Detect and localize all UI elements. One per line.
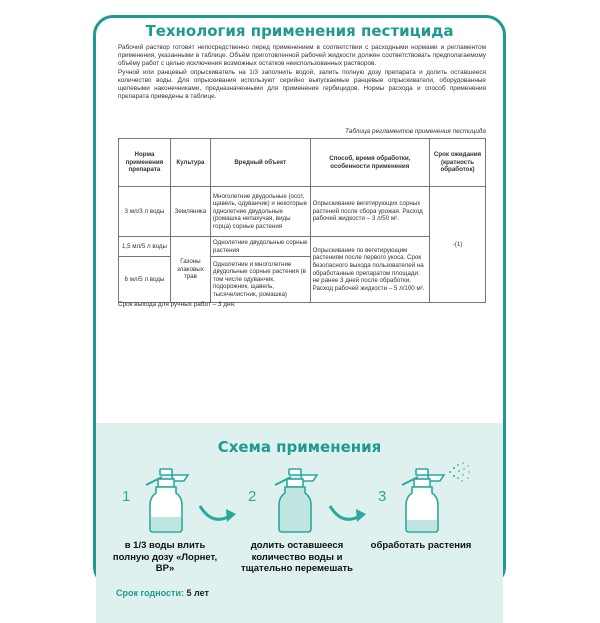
header-cell: Норма применения препарата [119,139,171,187]
paragraph: Ручной или ранцевый опрыскиватель на 1/3 заполнить водой, залить полную дозу препарата и долить оставшееся количество воды. Для опрыскивания используют серийно выпускаемые ранцевые опрыскиватели, оборудованные щелевыми наконечниками, предназначенными для применения гербицидов. Нормы расхода и способ применения препарата приведены в таблице. [118,68,486,101]
instructions-text [118,44,486,101]
step-number: 3 [378,488,387,505]
step-caption: обработать растения [370,540,472,551]
sprayer-bottle-icon [140,465,200,535]
page-title: Технология применения пестицида [145,22,454,40]
header-cell: Вредный объект [210,139,310,187]
culture-cell: Земляника [170,187,210,237]
pest-cell: Однолетние и многолетние двудольные сорные растения (в том числе одуванчик, подорожник, щавель, тысячелистник, ромашка) [210,257,310,303]
header-cell: Культура [170,139,210,187]
step-number: 1 [122,488,131,505]
step-caption: в 1/3 воды влить полную дозу «Лорнет, ВР» [112,540,218,574]
scheme-title: Схема применения [217,438,382,456]
shelf-life-label: Срок годности: [116,588,184,598]
header-cell: Способ, время обработки, особенности применения [310,139,430,187]
norm-cell: 1,5 мл/5 л воды [119,237,171,257]
pest-cell: Однолетние двудольные сорные растения [210,237,310,257]
regulation-table [118,138,486,303]
arrow-icon [328,496,370,528]
step-caption: долить оставшееся количество воды и тщательно перемешать [240,540,354,574]
sprayer-bottle-icon [269,465,329,535]
exit-period-note: Срок выхода для ручных работ – 3 дня. [118,301,236,308]
header-cell: Срок ожидания (кратность обработок) [430,139,486,187]
table-caption: Таблица регламентов применения пестицида [345,128,486,135]
table-row [119,187,486,237]
arrow-icon [198,496,240,528]
norm-cell: 3 мл/3 л воды [119,187,171,237]
method-cell: Опрыскивание вегетирующих сорных растений после сбора урожая. Расход рабочей жидкости – 3 л/50 м². [310,187,430,237]
step-number: 2 [248,488,257,505]
wait-cell: -(1) [430,187,486,303]
pest-cell: Многолетние двудольные (осот, щавель, одуванчик) и некоторые однолетние двудольные (ромашка непахучая, виды горца) сорные растения [210,187,310,237]
label-frame [93,15,506,598]
culture-cell: Газоны злаковых трав [170,237,210,303]
shelf-life-value: 5 лет [186,588,209,598]
spraying-bottle-icon [396,458,476,535]
method-cell: Опрыскивание по вегетирующим растениям после первого укоса. Срок безопасного выхода пользователей на обработанные препаратом площади: не ранее 3 дней после обработки. Расход рабочей жидкости – 5 л/100 м². [310,237,430,303]
shelf-life [116,588,209,598]
paragraph: Рабочий раствор готовят непосредственно перед применением в соответствии с расходными нормами и регламентом применения, указанными в таблице. Объём приготовленной рабочей жидкости должен соответствовать предполагаемому объёму работ с целью исключения возможных остатков неиспользованных растворов. [118,44,486,68]
norm-cell: 6 мл/5 л воды [119,257,171,303]
table-header-row [119,139,486,187]
